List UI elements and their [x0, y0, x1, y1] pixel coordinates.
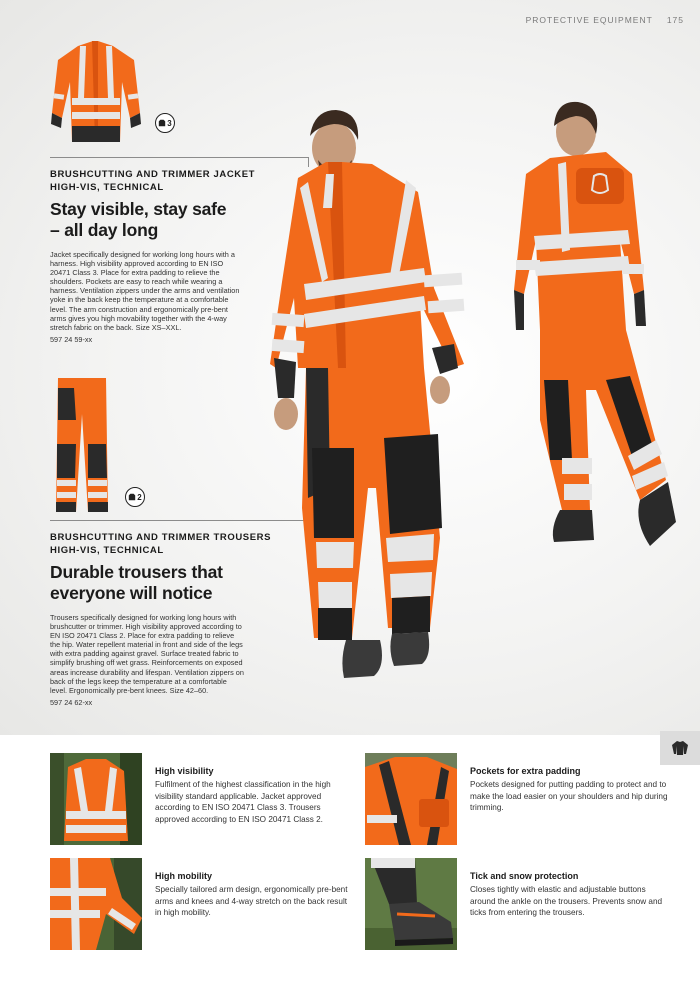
jacket-badge-number: 3 — [167, 118, 172, 128]
jacket-badge — [155, 113, 175, 133]
trousers-thumbnail — [54, 374, 110, 516]
feature-high-mobility-image — [50, 858, 142, 950]
feature-high-mobility-description: Specially tailored arm design, ergonomically pre-bent arms and knees and 4-way stretch on the back result in high mobility. — [155, 885, 348, 918]
jacket-sku: 597 24 59-xx — [50, 335, 93, 344]
feature-high-visibility-title: High visibility — [155, 766, 214, 776]
jacket-headline-line2: – all day long — [50, 220, 159, 240]
model-back-image — [510, 90, 680, 552]
trousers-headline-line2: everyone will notice — [50, 583, 213, 603]
jacket-label-line2: HIGH-VIS, TECHNICAL — [50, 182, 164, 193]
trousers-badge-number: 2 — [137, 492, 142, 502]
feature-tick-snow-image — [365, 858, 457, 950]
section-title: PROTECTIVE EQUIPMENT — [525, 15, 653, 25]
jacket-label — [50, 168, 255, 194]
category-tab[interactable] — [660, 731, 700, 765]
model-front-image — [268, 68, 468, 688]
trousers-badge — [125, 487, 145, 507]
feature-high-visibility-description: Fulfilment of the highest classification in the high visibility standard applicable. Jacket approved according to EN ISO 20471 Class 3. Trousers approved according to EN ISO 20471 Class 2. — [155, 780, 331, 825]
page-number: 175 — [666, 15, 684, 25]
trousers-headline — [50, 562, 223, 604]
trousers-description: Trousers specifically designed for working long hours with brushcutter or trimmer. High visibility approved according to EN ISO 20471 Class 2. Place for extra padding to relieve the hip. Water repellent material in front and side of the legs with extra padding against gravel. Surface treated fabric to simplify brushing off wet grass. Reinforcements on exposed areas increase durability and lifespan. Ventilation zippers on back of the legs keep the temperature at a comfortable level. Ergonomically pre-bent knees. Size 42–60. — [50, 613, 244, 695]
feature-pockets-title: Pockets for extra padding — [470, 766, 581, 776]
jacket-thumbnail — [48, 38, 144, 146]
feature-pockets-image — [365, 753, 457, 845]
trousers-pictogram-icon — [128, 493, 136, 501]
trousers-headline-line1: Durable trousers that — [50, 562, 223, 582]
trousers-label-line1: BRUSHCUTTING AND TRIMMER TROUSERS — [50, 532, 272, 543]
trousers-label-line2: HIGH-VIS, TECHNICAL — [50, 545, 164, 556]
jacket-description: Jacket specifically designed for working long hours with a harness. High visibility approved according to EN ISO 20471 Class 3. Place for extra padding to relieve the shoulders. Pockets are easy to reach while wearing a harness. Ventilation zippers under the arms and ventilation yoke in the back keep the temperature at a comfortable level. The arm construction and ergonomically pre-bent arms gives you high movability together with the 4-way stretch fabric on the back. Size XS–XXL. — [50, 250, 240, 332]
feature-high-visibility-image — [50, 753, 142, 845]
feature-high-mobility-title: High mobility — [155, 871, 212, 881]
jacket-headline — [50, 199, 226, 241]
jacket-category-icon — [671, 740, 689, 756]
feature-pockets-description: Pockets designed for putting padding to protect and to make the load easier on your shoulders and hip during trimming. — [470, 780, 668, 813]
running-head — [526, 15, 684, 25]
jacket-pictogram-icon — [158, 119, 166, 127]
jacket-label-line1: BRUSHCUTTING AND TRIMMER JACKET — [50, 169, 256, 180]
jacket-headline-line1: Stay visible, stay safe — [50, 199, 227, 219]
trousers-sku: 597 24 62-xx — [50, 698, 93, 707]
trousers-label — [50, 531, 271, 557]
feature-tick-snow-description: Closes tightly with elastic and adjustable buttons around the ankle on the trousers. Prevents snow and ticks from entering the trousers. — [470, 885, 663, 918]
feature-tick-snow-title: Tick and snow protection — [470, 871, 579, 881]
